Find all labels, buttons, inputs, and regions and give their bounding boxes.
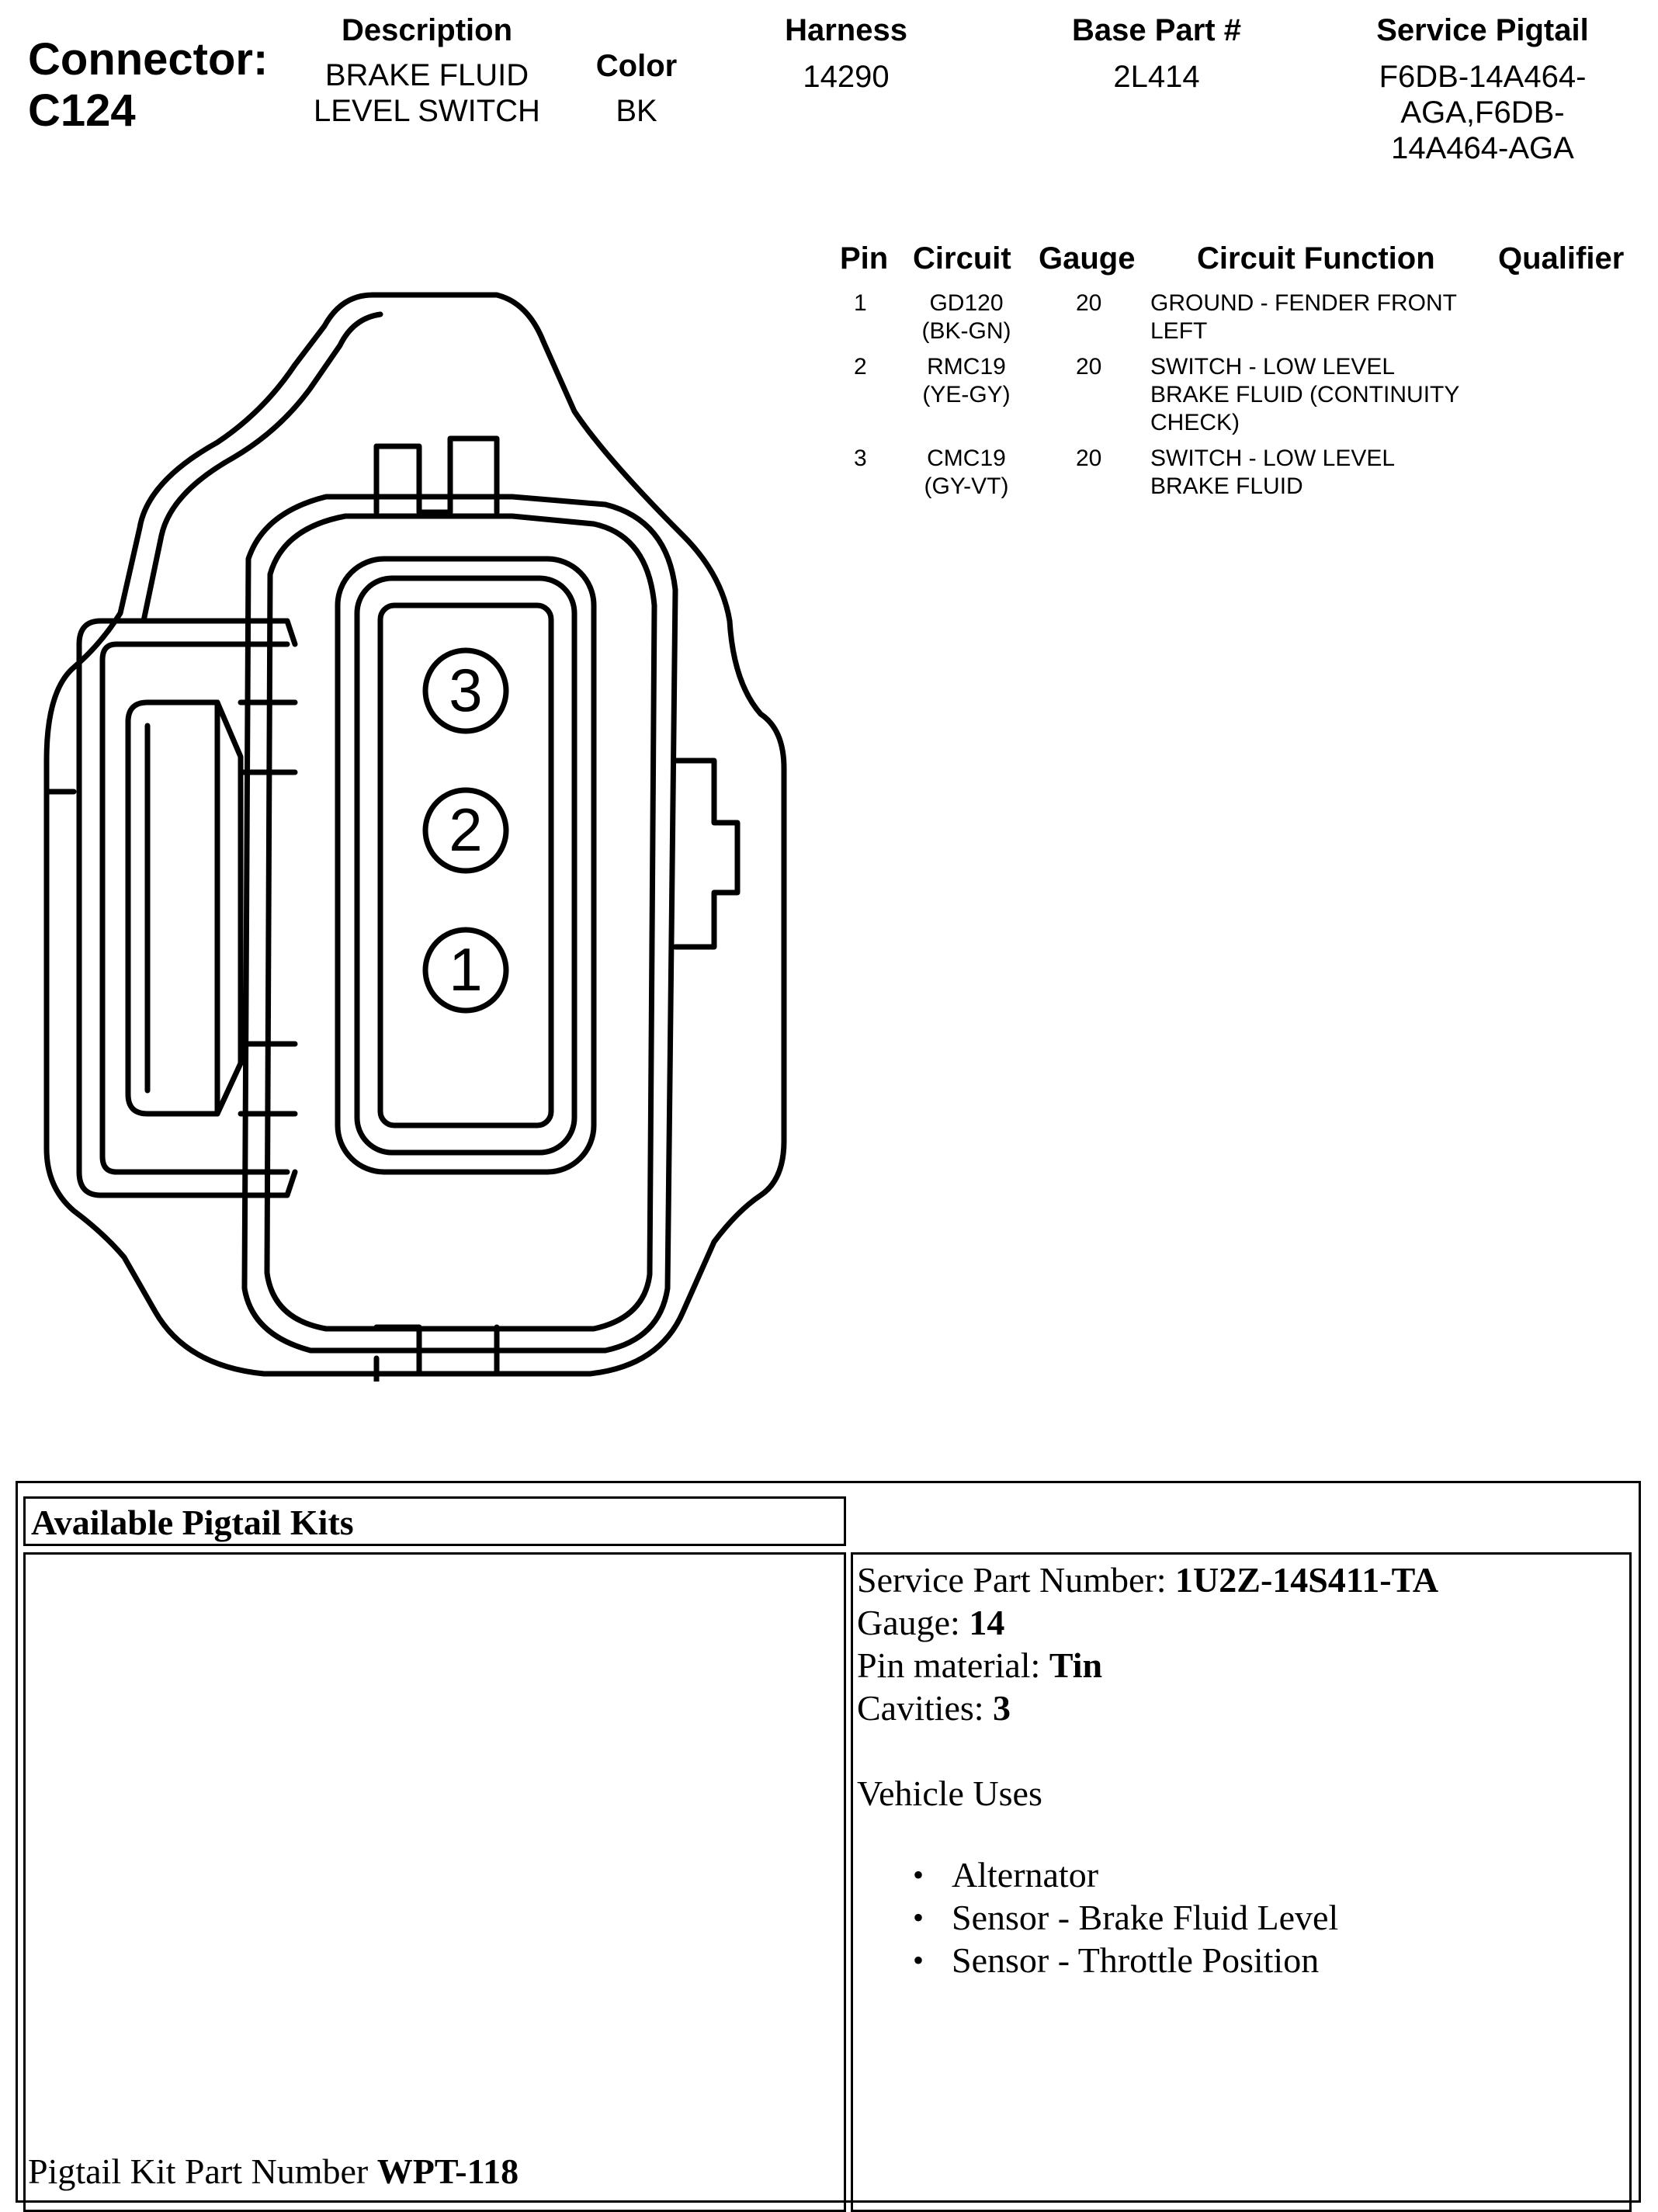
gauge-cell: 20 [1076,290,1102,316]
pin-column-header: Pin [840,241,889,276]
circuit-cell [900,445,1032,501]
vehicle-use-item: • Sensor - Throttle Position [913,1939,1338,1981]
connector-face-diagram [31,279,807,1382]
pigtail-kit-image-cell [23,1552,846,2212]
cavities-line [857,1687,1011,1729]
function-line: CHECK) [1150,410,1240,435]
pin-material-value: Tin [1049,1645,1103,1685]
circuit-color: (GY-VT) [924,473,1009,499]
harness-header: Harness [785,13,907,47]
service-pigtail-value [1335,59,1630,166]
function-line: SWITCH - LOW LEVEL [1150,446,1396,471]
function-cell [1150,290,1457,345]
circuit-id: GD120 [929,290,1004,316]
top-keyway [376,439,497,512]
function-cell [1150,445,1395,501]
service-pigtail-line: 14A464-AGA [1391,131,1574,165]
pin-material-label: Pin material: [857,1645,1049,1685]
gauge-cell: 20 [1076,354,1102,380]
service-pigtail-line: F6DB-14A464- [1379,60,1587,94]
cavity-label: 2 [449,796,483,864]
circuit-color: (YE-GY) [922,382,1011,407]
gauge-label: Gauge: [857,1603,969,1642]
kit-part-value: WPT-118 [376,2151,519,2191]
vehicle-uses-list [913,1853,1338,1981]
pin-material-line [857,1644,1102,1687]
circuit-id: CMC19 [927,446,1006,471]
pin-number: 1 [854,290,867,316]
vehicle-use-item: • Alternator [913,1853,1338,1896]
cavity-3 [425,650,506,731]
color-value: BK [616,94,657,128]
cavities-label: Cavities: [857,1688,994,1728]
gauge-cell: 20 [1076,446,1102,471]
pin-number: 2 [854,354,867,380]
latch-housing [79,621,295,1195]
cavity-1 [425,930,506,1011]
pigtail-kits-title: Available Pigtail Kits [31,1503,354,1542]
gauge-column-header: Gauge [1039,241,1136,276]
circuit-function-column-header: Circuit Function [1197,241,1435,276]
vehicle-uses-label: Vehicle Uses [857,1773,1042,1813]
circuit-cell [900,290,1032,345]
function-line: SWITCH - LOW LEVEL [1150,354,1396,380]
circuit-cell [900,353,1032,409]
base-part-header: Base Part # [1072,13,1241,47]
terminal-shroud [245,497,675,1350]
function-cell [1150,353,1459,437]
base-part-value: 2L414 [1113,60,1200,94]
description-line: LEVEL SWITCH [314,94,540,128]
kit-part-line [28,2150,519,2193]
pin-number: 3 [854,446,867,471]
connector-id: C124 [28,85,136,136]
gauge-line [857,1601,1004,1644]
function-line: GROUND - FENDER FRONT [1150,290,1457,316]
function-line: LEFT [1150,318,1208,344]
service-part-label: Service Part Number: [857,1560,1176,1600]
color-header: Color [595,49,678,83]
harness-value: 14290 [803,60,890,94]
service-part-line [857,1558,1438,1601]
function-line: BRAKE FLUID [1150,473,1303,499]
connector-title [28,34,268,137]
cavity-label: 1 [449,935,483,1004]
circuit-column-header: Circuit [913,241,1011,276]
vehicle-use-item: • Sensor - Brake Fluid Level [913,1896,1338,1939]
service-part-value: 1U2Z-14S411-TA [1175,1560,1439,1600]
description-value [287,57,567,129]
gauge-value: 14 [969,1603,1005,1642]
connector-label: Connector: [28,34,269,85]
function-line: BRAKE FLUID (CONTINUITY [1150,382,1460,407]
description-line: BRAKE FLUID [324,58,529,92]
cavity-label: 3 [449,656,483,724]
cavity-2 [425,790,506,871]
qualifier-column-header: Qualifier [1498,241,1625,276]
cavities-value: 3 [993,1688,1011,1728]
description-header: Description [341,13,513,47]
circuit-color: (BK-GN) [921,318,1011,344]
service-pigtail-header: Service Pigtail [1376,13,1589,47]
kit-part-label: Pigtail Kit Part Number [28,2151,377,2191]
circuit-id: RMC19 [927,354,1006,380]
service-pigtail-line: AGA,F6DB- [1400,95,1565,130]
right-keyway [675,761,737,947]
